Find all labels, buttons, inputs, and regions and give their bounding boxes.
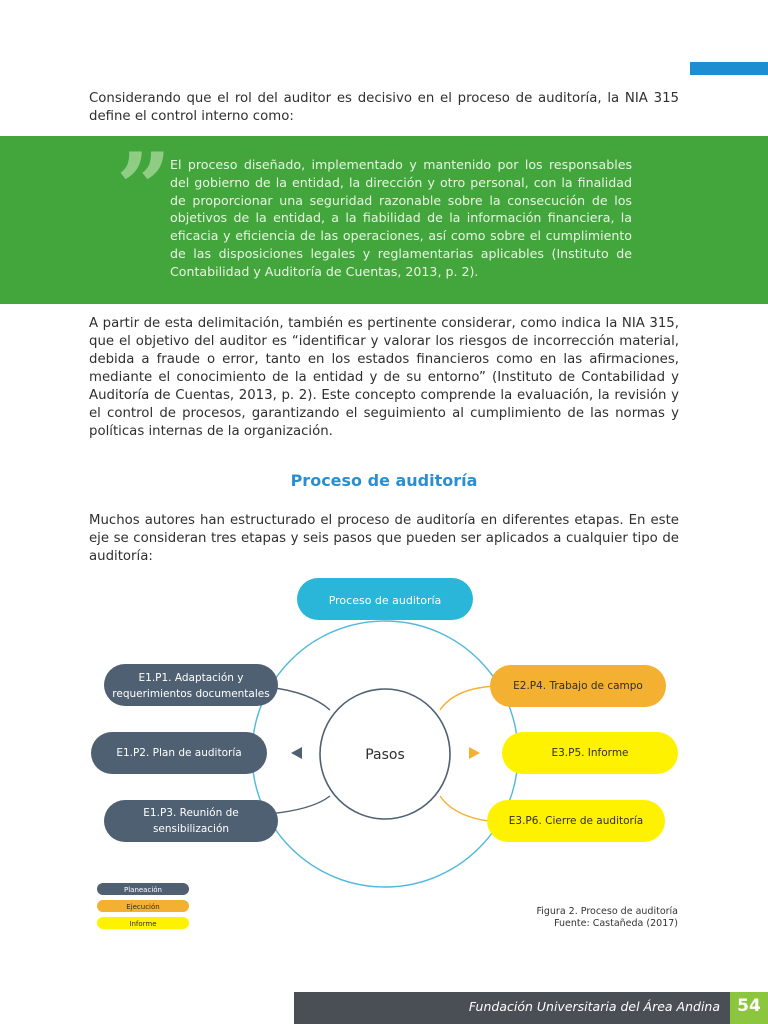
step-e3p6-label: E3.P6. Cierre de auditoría xyxy=(508,815,644,827)
paragraph-2: A partir de esta delimitación, también es pertinente considerar, como indica la NIA 315, que el objetivo del auditor es “identificar y valorar los riesgos de incorrección material, debida a fraude o error, tanto en los estados financieros como en las afirmaciones, mediante el conocimiento de la entidad y de su entorno” (Instituto de Contabilidad y Auditoría de Cuentas, 2013, p. 2). Este concepto comprende la evaluación, la revisión y el control de procesos, garantizando el seguimiento al cumplimiento de las normas y políticas internas de la organización. xyxy=(89,316,679,439)
caption-title: Figura 2. Proceso de auditoría xyxy=(536,906,678,917)
page-number: 54 xyxy=(737,996,761,1016)
step-e1p1-line2: requerimientos documentales xyxy=(112,688,270,700)
footer-institution: Fundación Universitaria del Área Andina xyxy=(468,999,720,1014)
arrow-right-icon xyxy=(469,747,480,759)
step-e1p3-line2: sensibilización xyxy=(152,823,230,835)
figure-caption xyxy=(536,906,678,930)
legend-planeacion-label: Planeación xyxy=(123,886,163,894)
paragraph-3: Muchos autores han estructurado el proceso de auditoría en diferentes etapas. En este eje se consideran tres etapas y seis pasos que pueden ser aplicados a cualquier tipo de auditoría: xyxy=(89,513,679,564)
top-accent-bar xyxy=(690,62,768,75)
step-e3p5-label: E3.P5. Informe xyxy=(551,747,629,759)
audit-process-diagram xyxy=(0,560,768,940)
legend-informe-label: Informe xyxy=(129,920,157,928)
center-label: Pasos xyxy=(365,747,405,763)
connector-p3 xyxy=(268,796,330,814)
step-e1p1-line1: E1.P1. Adaptación y xyxy=(138,672,244,684)
intro-paragraph: Considerando que el rol del auditor es decisivo en el proceso de auditoría, la NIA 315 define el control interno como: xyxy=(89,91,679,124)
caption-source: Fuente: Castañeda (2017) xyxy=(554,918,678,929)
quote-mark-icon: ” xyxy=(116,132,172,245)
arrow-left-icon xyxy=(291,747,302,759)
section-title: Proceso de auditoría xyxy=(290,471,478,490)
legend-ejecucion-label: Ejecución xyxy=(126,903,160,911)
connector-p4 xyxy=(440,686,496,710)
step-e1p3-line1: E1.P3. Reunión de xyxy=(143,807,239,819)
step-e2p4-label: E2.P4. Trabajo de campo xyxy=(513,680,643,692)
top-node-label: Proceso de auditoría xyxy=(328,594,442,607)
connector-p1 xyxy=(268,687,330,710)
quote-text: El proceso diseñado, implementado y mantenido por los responsables del gobierno de la entidad, la dirección y otro personal, con la finalidad de proporcionar una seguridad razonable sobre la consecución de los objetivos de la entidad, a la fiabilidad de la información financiera, la eficacia y eficiencia de las operaciones, así como sobre el cumplimiento de las disposiciones legales y reglamentarias aplicables (Instituto de Contabilidad y Auditoría de Cuentas, 2013, p. 2). xyxy=(170,157,632,279)
step-e1p2-label: E1.P2. Plan de auditoría xyxy=(116,747,242,759)
